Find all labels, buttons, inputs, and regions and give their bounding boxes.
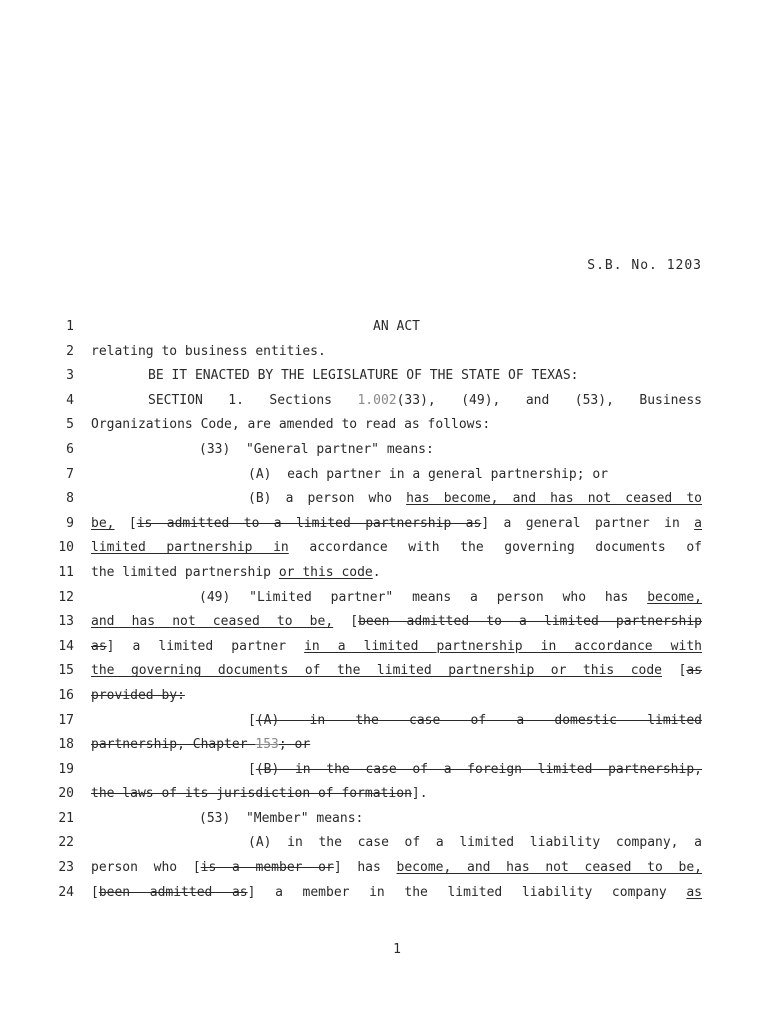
line-text <box>91 784 702 804</box>
text-segment: BE IT ENACTED BY THE LEGISLATURE OF THE STATE OF TEXAS: <box>148 368 579 384</box>
bill-line <box>0 514 770 539</box>
text-segment: [ <box>114 515 137 531</box>
text-segment: ] a general partner in <box>481 515 695 531</box>
inserted-text: has become, and has not ceased to <box>406 491 702 507</box>
text-segment: [ <box>248 761 256 777</box>
line-text <box>91 489 702 509</box>
line-text <box>91 711 702 731</box>
line-number: 16 <box>58 687 74 703</box>
bill-line <box>0 637 770 662</box>
text-segment: (B) a person who <box>248 491 407 507</box>
text-segment: ] a member in the limited liability company <box>247 884 687 900</box>
text-segment: ]. <box>411 786 428 802</box>
bill-line <box>0 440 770 465</box>
line-number: 19 <box>58 761 74 777</box>
bill-line <box>0 366 770 391</box>
bill-line <box>0 661 770 686</box>
line-text <box>91 637 702 657</box>
line-number: 20 <box>58 786 74 802</box>
line-text <box>91 342 702 362</box>
line-number: 13 <box>58 614 74 630</box>
bill-line <box>0 538 770 563</box>
text-segment: [ <box>333 614 359 630</box>
deleted-text: as <box>686 663 702 679</box>
text-segment: AN ACT <box>373 319 420 334</box>
inserted-text: become, and has not ceased to be, <box>396 860 703 876</box>
bill-line <box>0 342 770 367</box>
line-text <box>91 833 702 853</box>
line-text <box>91 858 702 878</box>
text-segment: ] has <box>333 860 397 876</box>
bill-line <box>0 760 770 785</box>
line-text <box>91 883 702 903</box>
text-segment: SECTION 1. Sections <box>148 392 358 408</box>
line-text <box>91 588 702 608</box>
line-number: 17 <box>58 712 74 728</box>
text-segment: . <box>372 564 381 580</box>
deleted-text: partnership, Chapter <box>91 737 256 753</box>
inserted-text: the governing documents of the limited partnership or this code <box>91 663 663 679</box>
inserted-text: and has not ceased to be, <box>91 614 334 630</box>
deleted-text: the laws of its jurisdiction of formation <box>91 786 412 802</box>
bill-line <box>0 489 770 514</box>
text-segment: [ <box>91 884 99 900</box>
line-number: 24 <box>58 884 74 900</box>
inserted-text: a <box>694 515 702 531</box>
line-text <box>91 686 702 706</box>
page-number: 1 <box>393 942 401 957</box>
bill-number: S.B. No. 1203 <box>587 258 702 273</box>
deleted-text: as <box>91 638 107 654</box>
inserted-text: as <box>686 884 702 900</box>
deleted-text: 153 <box>255 737 279 753</box>
text-segment: Organizations Code, are amended to read as follows: <box>91 417 491 433</box>
bill-line <box>0 563 770 588</box>
text-segment: the limited partnership <box>91 564 279 580</box>
bill-line <box>0 833 770 858</box>
bill-line <box>0 588 770 613</box>
line-number: 12 <box>58 589 74 605</box>
line-text <box>91 366 702 386</box>
deleted-text: provided by: <box>91 687 185 703</box>
line-text <box>91 514 702 534</box>
bill-line <box>0 735 770 760</box>
line-text <box>91 563 702 583</box>
inserted-text: in a limited partnership in accordance with <box>304 638 702 654</box>
line-text <box>91 612 702 632</box>
bill-line <box>0 711 770 736</box>
text-segment: (A) in the case of a limited liability company, a <box>248 835 702 851</box>
deleted-text: (A) in the case of a domestic limited <box>255 712 702 728</box>
line-text <box>91 317 702 337</box>
line-number: 15 <box>58 663 74 679</box>
text-segment: (53) "Member" means: <box>199 810 364 826</box>
line-number: 10 <box>58 540 74 556</box>
deleted-text: is a member or <box>200 860 334 876</box>
deleted-text: is admitted to a limited partnership as <box>136 515 482 531</box>
bill-line <box>0 784 770 809</box>
inserted-text: be, <box>91 515 115 531</box>
line-text <box>91 465 702 485</box>
bill-line <box>0 883 770 908</box>
line-number: 5 <box>66 417 74 433</box>
line-number: 2 <box>66 343 74 359</box>
line-text <box>91 415 702 435</box>
line-text <box>91 760 702 780</box>
line-number: 1 <box>66 319 74 334</box>
deleted-text: been admitted to a limited partnership <box>358 614 702 630</box>
bill-line <box>0 415 770 440</box>
bill-line <box>0 391 770 416</box>
bill-text <box>0 317 770 907</box>
deleted-text: been admitted as <box>98 884 248 900</box>
deleted-text: ; or <box>278 737 311 753</box>
bill-line <box>0 809 770 834</box>
text-segment: (A) each partner in a general partnership; or <box>248 466 609 482</box>
inserted-text: become, <box>647 589 702 605</box>
line-number: 4 <box>66 392 74 408</box>
bill-line <box>0 686 770 711</box>
line-number: 6 <box>66 441 74 457</box>
text-segment: person who [ <box>91 860 201 876</box>
line-number: 22 <box>58 835 74 851</box>
line-number: 11 <box>58 564 74 580</box>
line-number: 7 <box>66 466 74 482</box>
text-segment: ] a limited partner <box>106 638 305 654</box>
bill-line <box>0 465 770 490</box>
line-text <box>91 440 702 460</box>
line-number: 8 <box>66 491 74 507</box>
text-segment: (33), (49), and (53), Business <box>396 392 702 408</box>
bill-line <box>0 858 770 883</box>
line-text <box>91 735 702 755</box>
line-text <box>91 809 702 829</box>
bill-line <box>0 612 770 637</box>
text-segment: (33) "General partner" means: <box>199 441 434 457</box>
line-number: 14 <box>58 638 74 654</box>
text-segment: accordance with the governing documents of <box>288 540 703 556</box>
text-segment: [ <box>248 712 256 728</box>
text-segment: relating to business entities. <box>91 343 326 359</box>
text-segment: (49) "Limited partner" means a person who has <box>199 589 648 605</box>
line-number: 3 <box>66 368 74 384</box>
line-number: 21 <box>58 810 74 826</box>
line-number: 23 <box>58 860 74 876</box>
inserted-text: or this code <box>278 564 373 580</box>
line-number: 9 <box>66 515 74 531</box>
inserted-text: limited partnership in <box>91 540 289 556</box>
section-reference: 1.002 <box>357 392 397 408</box>
text-segment: [ <box>662 663 687 679</box>
line-number: 18 <box>58 737 74 753</box>
bill-line <box>0 317 770 342</box>
line-text <box>91 661 702 681</box>
line-text <box>91 538 702 558</box>
line-text <box>91 391 702 411</box>
deleted-text: (B) in the case of a foreign limited partnership, <box>255 761 702 777</box>
